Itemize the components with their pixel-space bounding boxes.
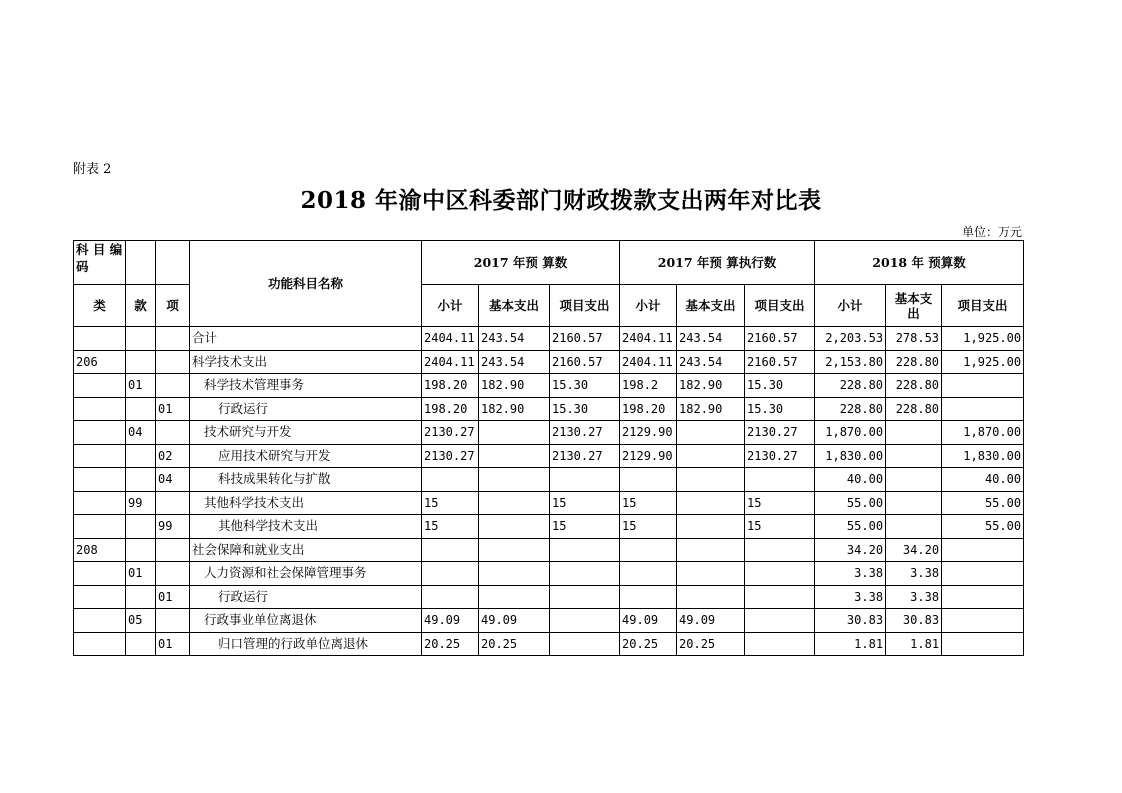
cell-b17-subtotal: 15 [422, 515, 479, 539]
cell-b18-project [942, 538, 1024, 562]
cell-lei [74, 374, 126, 398]
cell-b17-project: 15.30 [550, 397, 620, 421]
cell-e17-subtotal: 198.2 [620, 374, 677, 398]
cell-xiang [156, 491, 190, 515]
cell-b17-basic [479, 468, 550, 492]
cell-lei [74, 585, 126, 609]
cell-b17-basic: 243.54 [479, 327, 550, 351]
cell-b18-basic [886, 515, 942, 539]
cell-b17-subtotal [422, 468, 479, 492]
cell-e17-basic [677, 538, 745, 562]
cell-b18-project: 40.00 [942, 468, 1024, 492]
cell-name: 行政事业单位离退休 [190, 609, 422, 633]
cell-b17-subtotal: 20.25 [422, 632, 479, 656]
cell-lei [74, 397, 126, 421]
table-row [74, 468, 1024, 492]
budget-comparison-table [73, 240, 1024, 656]
cell-b17-subtotal: 198.20 [422, 397, 479, 421]
cell-lei [74, 609, 126, 633]
header-b17-subtotal: 小计 [422, 285, 479, 327]
cell-b17-subtotal: 15 [422, 491, 479, 515]
cell-b17-subtotal: 49.09 [422, 609, 479, 633]
cell-b17-basic: 49.09 [479, 609, 550, 633]
cell-b18-subtotal: 228.80 [815, 374, 886, 398]
cell-kuan: 05 [126, 609, 156, 633]
header-row-top [74, 241, 1024, 285]
cell-b18-subtotal: 228.80 [815, 397, 886, 421]
cell-xiang [156, 609, 190, 633]
cell-e17-project: 2130.27 [745, 444, 815, 468]
cell-b18-project: 55.00 [942, 515, 1024, 539]
cell-xiang: 01 [156, 632, 190, 656]
cell-e17-subtotal: 20.25 [620, 632, 677, 656]
cell-e17-project [745, 609, 815, 633]
attachment-label: 附表 2 [73, 162, 112, 177]
header-e17-basic: 基本支出 [677, 285, 745, 327]
cell-b17-subtotal [422, 585, 479, 609]
cell-e17-subtotal [620, 468, 677, 492]
header-code-group: 科 目 编 码 [74, 241, 126, 285]
cell-b17-project: 2130.27 [550, 444, 620, 468]
cell-lei [74, 421, 126, 445]
header-lei: 类 [74, 285, 126, 327]
cell-b17-basic: 182.90 [479, 397, 550, 421]
cell-b18-subtotal: 1.81 [815, 632, 886, 656]
cell-e17-subtotal: 2129.90 [620, 421, 677, 445]
table-body [74, 327, 1024, 656]
header-empty-xiang [156, 241, 190, 285]
cell-e17-project [745, 585, 815, 609]
cell-e17-basic: 20.25 [677, 632, 745, 656]
cell-name: 技术研究与开发 [190, 421, 422, 445]
cell-xiang: 02 [156, 444, 190, 468]
cell-xiang [156, 538, 190, 562]
cell-lei: 206 [74, 350, 126, 374]
cell-kuan [126, 538, 156, 562]
cell-xiang: 99 [156, 515, 190, 539]
cell-b17-basic: 243.54 [479, 350, 550, 374]
cell-xiang: 01 [156, 397, 190, 421]
cell-e17-basic: 243.54 [677, 350, 745, 374]
header-b18-basic: 基本支 出 [886, 285, 942, 327]
cell-b17-basic: 182.90 [479, 374, 550, 398]
cell-xiang [156, 350, 190, 374]
cell-b17-subtotal: 2130.27 [422, 444, 479, 468]
cell-lei [74, 444, 126, 468]
cell-e17-basic [677, 444, 745, 468]
cell-name: 人力资源和社会保障管理事务 [190, 562, 422, 586]
table-row [74, 585, 1024, 609]
cell-b18-basic: 228.80 [886, 374, 942, 398]
cell-name: 科学技术支出 [190, 350, 422, 374]
cell-b18-subtotal: 3.38 [815, 562, 886, 586]
cell-name: 社会保障和就业支出 [190, 538, 422, 562]
cell-e17-basic: 243.54 [677, 327, 745, 351]
cell-b18-subtotal: 55.00 [815, 515, 886, 539]
cell-lei: 208 [74, 538, 126, 562]
cell-b17-basic [479, 515, 550, 539]
cell-b17-project [550, 632, 620, 656]
cell-b18-basic: 278.53 [886, 327, 942, 351]
cell-kuan: 99 [126, 491, 156, 515]
cell-b18-basic [886, 421, 942, 445]
cell-b18-subtotal: 2,153.80 [815, 350, 886, 374]
cell-b18-project [942, 609, 1024, 633]
cell-xiang: 04 [156, 468, 190, 492]
cell-e17-project [745, 562, 815, 586]
cell-xiang [156, 374, 190, 398]
cell-b18-subtotal: 30.83 [815, 609, 886, 633]
cell-e17-subtotal: 2129.90 [620, 444, 677, 468]
cell-b17-basic [479, 538, 550, 562]
cell-name: 归口管理的行政单位离退休 [190, 632, 422, 656]
cell-b18-project [942, 374, 1024, 398]
header-2017-budget: 2017 年预 算数 [422, 241, 620, 285]
cell-e17-project: 15 [745, 515, 815, 539]
cell-name: 科技成果转化与扩散 [190, 468, 422, 492]
cell-e17-basic [677, 562, 745, 586]
cell-b17-project [550, 562, 620, 586]
cell-kuan [126, 350, 156, 374]
cell-e17-subtotal [620, 562, 677, 586]
cell-b17-project [550, 468, 620, 492]
header-empty-kuan [126, 241, 156, 285]
cell-name: 其他科学技术支出 [190, 515, 422, 539]
cell-b18-subtotal: 2,203.53 [815, 327, 886, 351]
table-row [74, 515, 1024, 539]
cell-b17-project [550, 609, 620, 633]
cell-lei [74, 515, 126, 539]
header-name: 功能科目名称 [190, 241, 422, 327]
cell-kuan [126, 444, 156, 468]
cell-lei [74, 632, 126, 656]
cell-xiang [156, 327, 190, 351]
cell-b18-project: 1,925.00 [942, 327, 1024, 351]
cell-b18-basic: 1.81 [886, 632, 942, 656]
header-2018-budget: 2018 年 预算数 [815, 241, 1024, 285]
cell-e17-basic [677, 515, 745, 539]
cell-e17-project: 15.30 [745, 374, 815, 398]
header-kuan: 款 [126, 285, 156, 327]
cell-b17-project: 15 [550, 491, 620, 515]
cell-name: 其他科学技术支出 [190, 491, 422, 515]
cell-e17-project: 2160.57 [745, 350, 815, 374]
header-2017-exec: 2017 年预 算执行数 [620, 241, 815, 285]
cell-kuan: 04 [126, 421, 156, 445]
table-row [74, 538, 1024, 562]
cell-b17-basic [479, 421, 550, 445]
cell-e17-subtotal: 15 [620, 515, 677, 539]
cell-b17-subtotal: 2404.11 [422, 327, 479, 351]
cell-b17-subtotal [422, 562, 479, 586]
table-row [74, 632, 1024, 656]
table-row [74, 421, 1024, 445]
cell-b17-subtotal [422, 538, 479, 562]
cell-b18-subtotal: 34.20 [815, 538, 886, 562]
header-e17-project: 项目支出 [745, 285, 815, 327]
cell-b18-project: 1,870.00 [942, 421, 1024, 445]
cell-kuan: 01 [126, 374, 156, 398]
cell-name: 行政运行 [190, 397, 422, 421]
cell-b17-project: 2160.57 [550, 327, 620, 351]
table-row [74, 350, 1024, 374]
cell-b18-project [942, 632, 1024, 656]
cell-e17-basic: 182.90 [677, 374, 745, 398]
cell-b17-project [550, 585, 620, 609]
table-row [74, 374, 1024, 398]
cell-b17-project [550, 538, 620, 562]
cell-xiang: 01 [156, 585, 190, 609]
unit-label: 单位：万元 [961, 225, 1022, 239]
cell-b18-basic: 30.83 [886, 609, 942, 633]
cell-b18-basic: 228.80 [886, 397, 942, 421]
cell-kuan [126, 515, 156, 539]
cell-b17-basic: 20.25 [479, 632, 550, 656]
cell-b17-basic [479, 562, 550, 586]
cell-e17-basic [677, 421, 745, 445]
cell-b18-project: 1,925.00 [942, 350, 1024, 374]
cell-b17-project: 15.30 [550, 374, 620, 398]
cell-xiang [156, 421, 190, 445]
cell-b18-project [942, 397, 1024, 421]
cell-b17-project: 15 [550, 515, 620, 539]
cell-lei [74, 468, 126, 492]
cell-lei [74, 491, 126, 515]
table-row [74, 327, 1024, 351]
cell-e17-subtotal: 2404.11 [620, 327, 677, 351]
cell-name: 行政运行 [190, 585, 422, 609]
cell-b17-basic [479, 491, 550, 515]
cell-b18-basic: 228.80 [886, 350, 942, 374]
cell-b17-project: 2160.57 [550, 350, 620, 374]
cell-e17-basic: 49.09 [677, 609, 745, 633]
table-row [74, 562, 1024, 586]
cell-e17-project [745, 538, 815, 562]
header-xiang: 项 [156, 285, 190, 327]
cell-b18-subtotal: 1,870.00 [815, 421, 886, 445]
cell-b18-subtotal: 40.00 [815, 468, 886, 492]
cell-b18-project: 55.00 [942, 491, 1024, 515]
cell-b18-basic [886, 444, 942, 468]
cell-e17-subtotal: 198.20 [620, 397, 677, 421]
cell-kuan [126, 585, 156, 609]
cell-b18-basic [886, 468, 942, 492]
cell-name: 科学技术管理事务 [190, 374, 422, 398]
cell-b17-subtotal: 198.20 [422, 374, 479, 398]
cell-b18-project: 1,830.00 [942, 444, 1024, 468]
header-b17-project: 项目支出 [550, 285, 620, 327]
cell-e17-project: 15 [745, 491, 815, 515]
cell-e17-project: 2130.27 [745, 421, 815, 445]
cell-b18-project [942, 585, 1024, 609]
cell-kuan [126, 632, 156, 656]
cell-lei [74, 327, 126, 351]
cell-e17-basic [677, 585, 745, 609]
cell-e17-subtotal: 49.09 [620, 609, 677, 633]
cell-kuan [126, 397, 156, 421]
cell-b18-subtotal: 55.00 [815, 491, 886, 515]
cell-b17-basic [479, 444, 550, 468]
table-row [74, 491, 1024, 515]
cell-e17-project [745, 632, 815, 656]
cell-e17-subtotal: 2404.11 [620, 350, 677, 374]
cell-b17-basic [479, 585, 550, 609]
cell-name: 应用技术研究与开发 [190, 444, 422, 468]
header-b18-project: 项目支出 [942, 285, 1024, 327]
cell-e17-basic [677, 468, 745, 492]
cell-e17-subtotal [620, 538, 677, 562]
cell-b18-subtotal: 3.38 [815, 585, 886, 609]
cell-kuan [126, 327, 156, 351]
cell-kuan [126, 468, 156, 492]
cell-b18-project [942, 562, 1024, 586]
cell-e17-project: 15.30 [745, 397, 815, 421]
cell-e17-basic: 182.90 [677, 397, 745, 421]
cell-b17-subtotal: 2404.11 [422, 350, 479, 374]
cell-b17-project: 2130.27 [550, 421, 620, 445]
cell-b18-subtotal: 1,830.00 [815, 444, 886, 468]
cell-b18-basic: 34.20 [886, 538, 942, 562]
cell-e17-project [745, 468, 815, 492]
cell-e17-basic [677, 491, 745, 515]
cell-lei [74, 562, 126, 586]
table-row [74, 397, 1024, 421]
cell-e17-subtotal: 15 [620, 491, 677, 515]
cell-b18-basic [886, 491, 942, 515]
cell-xiang [156, 562, 190, 586]
cell-b18-basic: 3.38 [886, 562, 942, 586]
header-b17-basic: 基本支出 [479, 285, 550, 327]
cell-e17-project: 2160.57 [745, 327, 815, 351]
table-row [74, 444, 1024, 468]
header-e17-subtotal: 小计 [620, 285, 677, 327]
cell-name: 合计 [190, 327, 422, 351]
cell-b17-subtotal: 2130.27 [422, 421, 479, 445]
page-title: 2018 年渝中区科委部门财政拨款支出两年对比表 [300, 187, 822, 214]
table-row [74, 609, 1024, 633]
cell-b18-basic: 3.38 [886, 585, 942, 609]
cell-e17-subtotal [620, 585, 677, 609]
cell-kuan: 01 [126, 562, 156, 586]
header-b18-subtotal: 小计 [815, 285, 886, 327]
